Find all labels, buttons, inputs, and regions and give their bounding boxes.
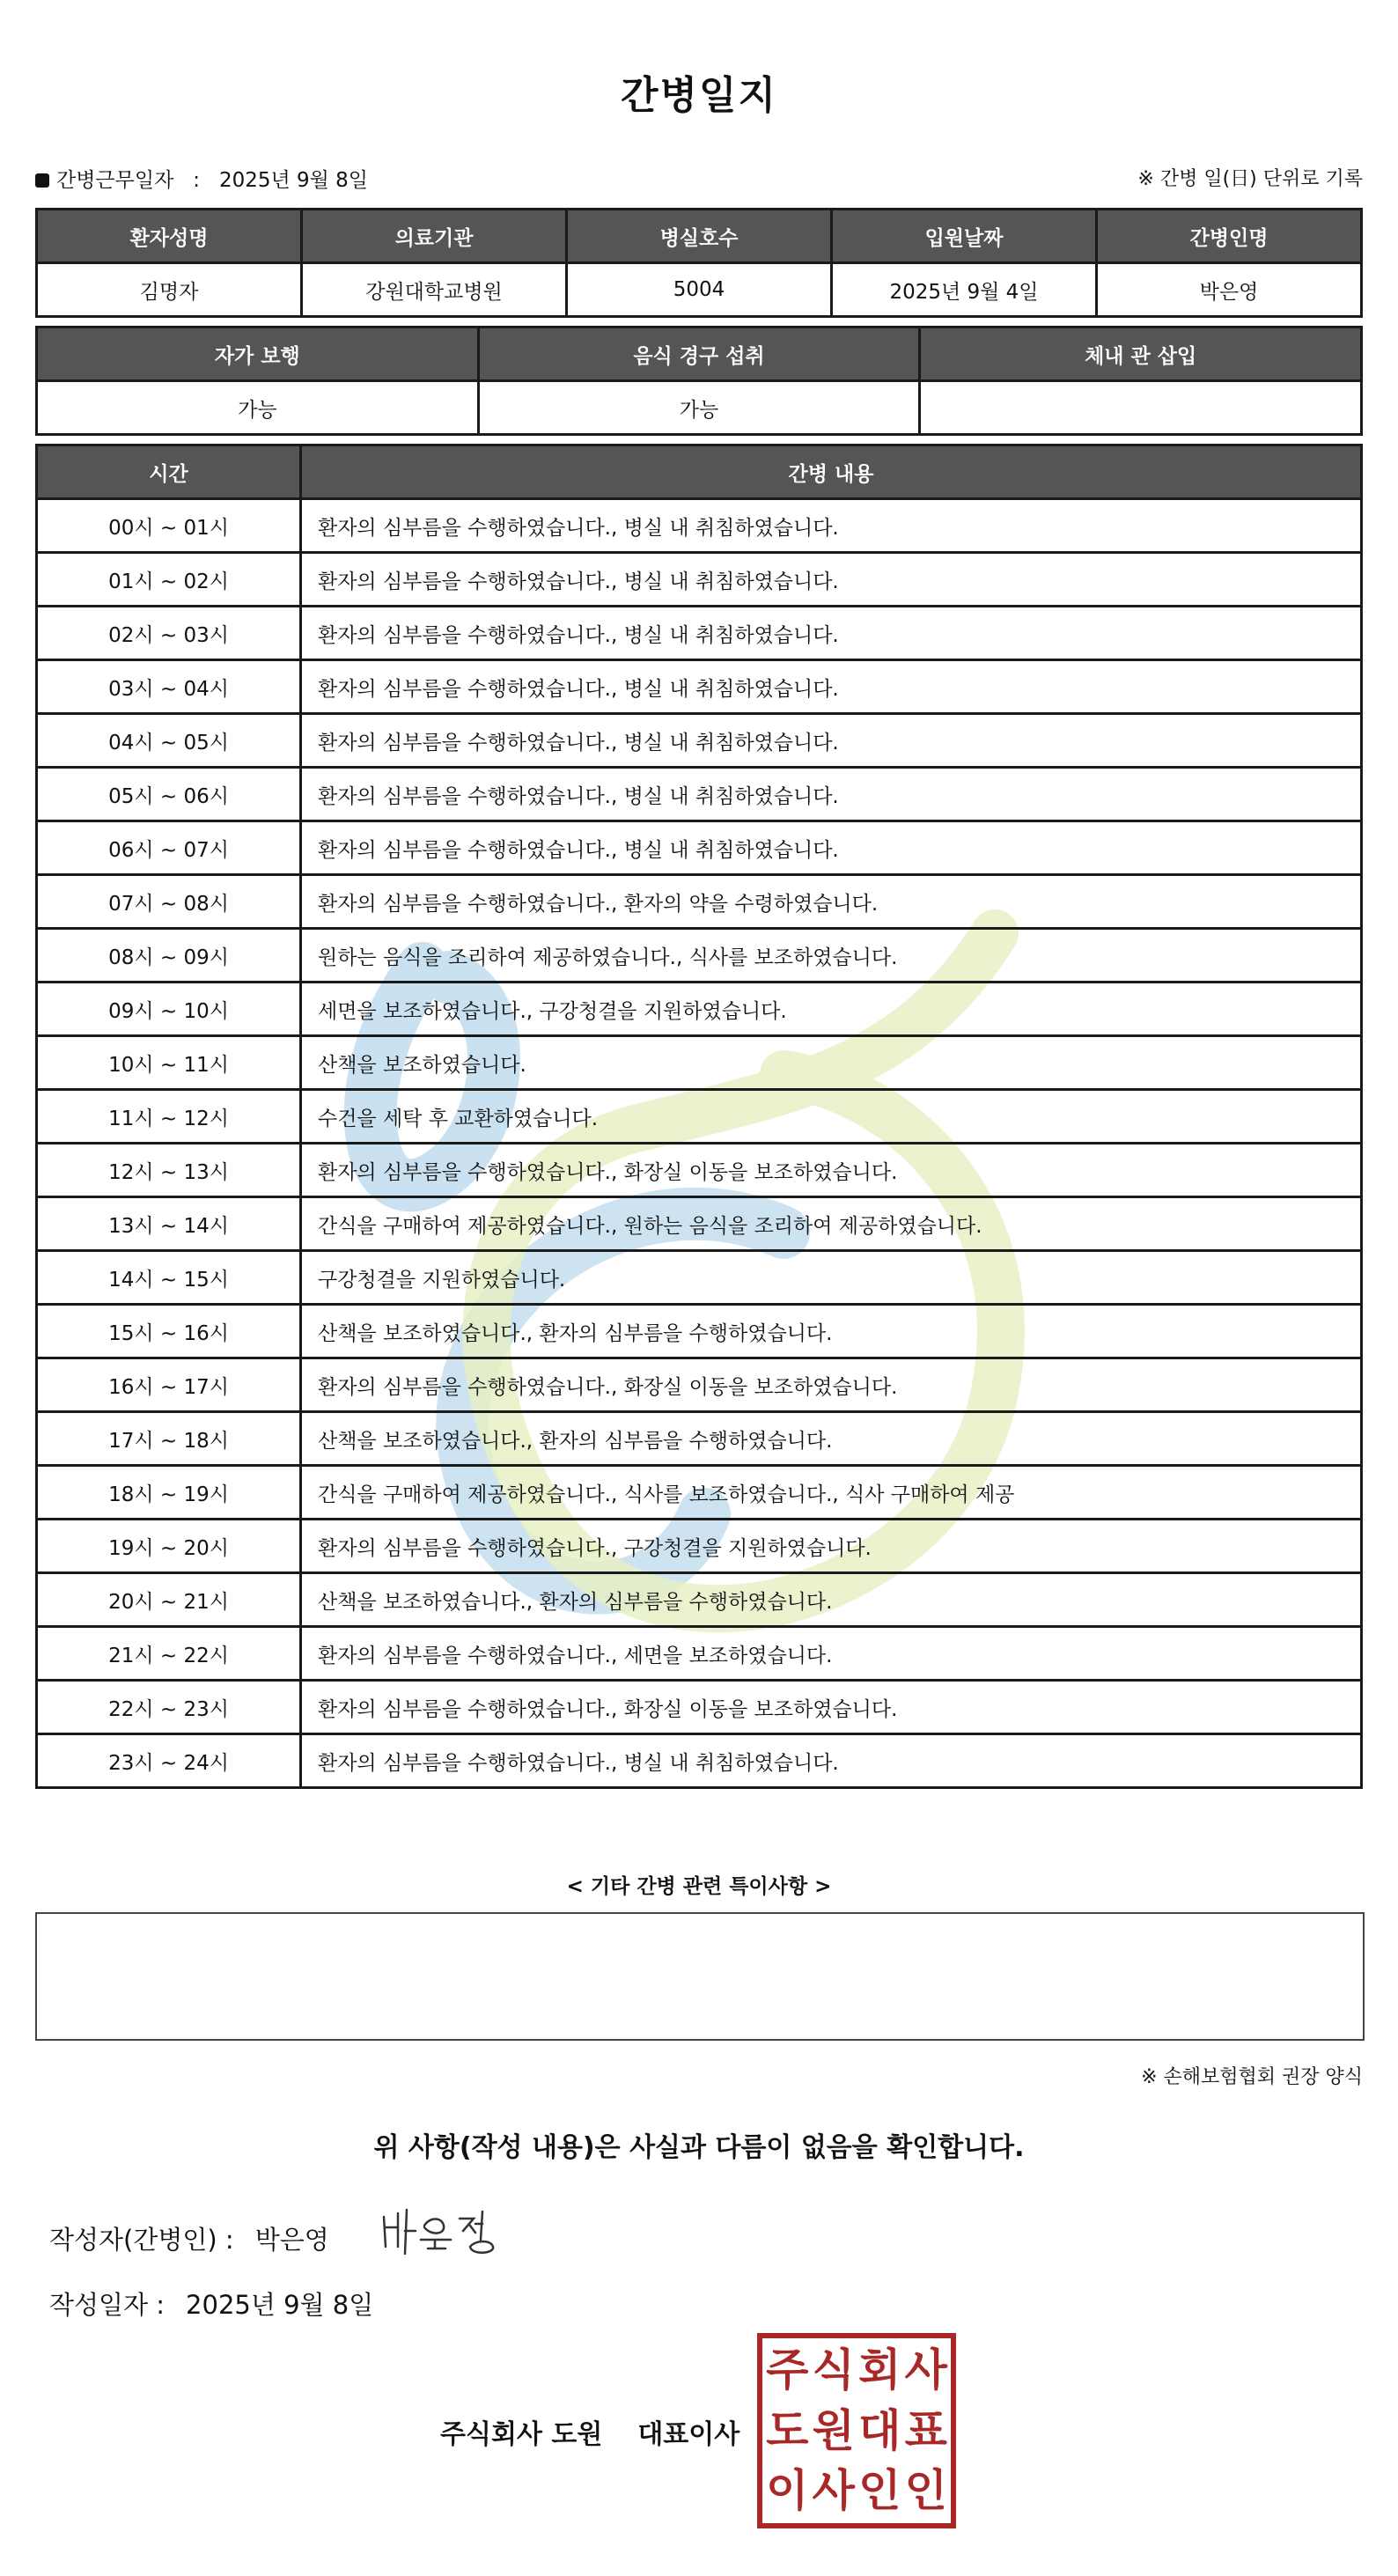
seal-char: 회 <box>858 2344 901 2396</box>
notes-title: < 기타 간병 관련 특이사항 > <box>566 1875 832 1898</box>
room-header: 병실호수 <box>567 210 832 263</box>
handwritten-signature-icon <box>379 2201 511 2263</box>
written-date-value: 2025년 9월 8일 <box>186 2290 374 2320</box>
content-cell: 간식을 구매하여 제공하였습니다., 원하는 음식을 조리하여 제공하였습니다. <box>301 1197 1362 1251</box>
time-cell: 20시 ~ 21시 <box>37 1573 301 1627</box>
record-note: ※ 간병 일(日) 단위로 기록 <box>1137 168 1363 190</box>
table-row <box>37 1144 1362 1197</box>
seal-char: 대 <box>858 2403 901 2456</box>
table-row <box>37 821 1362 875</box>
seal-char: 인 <box>858 2464 901 2517</box>
hospital-value: 강원대학교병원 <box>302 263 567 317</box>
seal-char: 사 <box>812 2464 855 2517</box>
confirm-statement: 위 사항(작성 내용)은 사실과 다름이 없음을 확인합니다. <box>373 2132 1025 2163</box>
writer-line <box>49 2220 329 2256</box>
time-cell: 01시 ~ 02시 <box>37 553 301 607</box>
content-cell: 산책을 보조하였습니다., 환자의 심부름을 수행하였습니다. <box>301 1305 1362 1358</box>
time-cell: 05시 ~ 06시 <box>37 768 301 821</box>
time-cell: 15시 ~ 16시 <box>37 1305 301 1358</box>
content-cell: 환자의 심부름을 수행하였습니다., 병실 내 취침하였습니다. <box>301 1734 1362 1788</box>
company-name: 주식회사 도원 <box>440 2419 603 2450</box>
time-cell: 16시 ~ 17시 <box>37 1358 301 1412</box>
table-row <box>37 607 1362 660</box>
admission-date-value: 2025년 9월 4일 <box>832 263 1097 317</box>
writer-name: 박은영 <box>254 2225 329 2255</box>
seal-char: 도 <box>766 2403 809 2456</box>
admission-date-header: 입원날짜 <box>832 210 1097 263</box>
content-cell: 산책을 보조하였습니다. <box>301 1036 1362 1090</box>
content-cell: 환자의 심부름을 수행하였습니다., 병실 내 취침하였습니다. <box>301 660 1362 714</box>
notes-box <box>35 1912 1365 2041</box>
table-row <box>37 714 1362 768</box>
content-cell: 산책을 보조하였습니다., 환자의 심부름을 수행하였습니다. <box>301 1573 1362 1627</box>
footnote: ※ 손해보험협회 권장 양식 <box>1141 2066 1363 2088</box>
content-cell: 환자의 심부름을 수행하였습니다., 병실 내 취침하였습니다. <box>301 821 1362 875</box>
table-row <box>37 499 1362 553</box>
time-cell: 21시 ~ 22시 <box>37 1627 301 1681</box>
table-row <box>37 553 1362 607</box>
seal-char: 사 <box>904 2344 947 2396</box>
time-cell: 23시 ~ 24시 <box>37 1734 301 1788</box>
room-value: 5004 <box>567 263 832 317</box>
time-cell: 13시 ~ 14시 <box>37 1197 301 1251</box>
content-cell: 환자의 심부름을 수행하였습니다., 병실 내 취침하였습니다. <box>301 553 1362 607</box>
company-seal-icon <box>757 2333 956 2528</box>
content-cell: 환자의 심부름을 수행하였습니다., 환자의 약을 수령하였습니다. <box>301 875 1362 929</box>
tube-value <box>920 381 1362 435</box>
time-cell: 11시 ~ 12시 <box>37 1090 301 1144</box>
table-row <box>37 768 1362 821</box>
time-cell: 03시 ~ 04시 <box>37 660 301 714</box>
table-row <box>37 1305 1362 1358</box>
table-row <box>37 1681 1362 1734</box>
writer-label: 작성자(간병인) : <box>49 2225 234 2255</box>
walking-header: 자가 보행 <box>37 328 479 381</box>
table-row <box>37 1036 1362 1090</box>
table-row <box>37 1520 1362 1573</box>
time-cell: 18시 ~ 19시 <box>37 1466 301 1520</box>
page-title: 간병일지 <box>620 73 777 118</box>
content-cell: 간식을 구매하여 제공하였습니다., 식사를 보조하였습니다., 식사 구매하여 제공 <box>301 1466 1362 1520</box>
table-row <box>37 1734 1362 1788</box>
time-cell: 04시 ~ 05시 <box>37 714 301 768</box>
oral-intake-header: 음식 경구 섭취 <box>478 328 920 381</box>
seal-char: 표 <box>904 2403 947 2456</box>
content-cell: 환자의 심부름을 수행하였습니다., 화장실 이동을 보조하였습니다. <box>301 1358 1362 1412</box>
time-cell: 08시 ~ 09시 <box>37 929 301 983</box>
time-cell: 09시 ~ 10시 <box>37 983 301 1036</box>
patient-status-table <box>35 326 1363 436</box>
content-cell: 환자의 심부름을 수행하였습니다., 병실 내 취침하였습니다. <box>301 714 1362 768</box>
content-cell: 세면을 보조하였습니다., 구강청결을 지원하였습니다. <box>301 983 1362 1036</box>
time-cell: 07시 ~ 08시 <box>37 875 301 929</box>
company-role: 대표이사 <box>637 2419 740 2450</box>
time-cell: 02시 ~ 03시 <box>37 607 301 660</box>
tube-header: 체내 관 삽입 <box>920 328 1362 381</box>
content-cell: 환자의 심부름을 수행하였습니다., 구강청결을 지원하였습니다. <box>301 1520 1362 1573</box>
written-date-label: 작성일자 : <box>49 2290 166 2320</box>
written-date-line <box>49 2285 373 2322</box>
time-cell: 19시 ~ 20시 <box>37 1520 301 1573</box>
content-cell: 환자의 심부름을 수행하였습니다., 화장실 이동을 보조하였습니다. <box>301 1144 1362 1197</box>
time-header: 시간 <box>37 445 301 499</box>
table-row <box>37 1251 1362 1305</box>
caregiver-value: 박은영 <box>1097 263 1362 317</box>
table-row <box>37 1627 1362 1681</box>
table-row <box>37 983 1362 1036</box>
square-bullet-icon <box>35 173 49 188</box>
content-cell: 환자의 심부름을 수행하였습니다., 화장실 이동을 보조하였습니다. <box>301 1681 1362 1734</box>
seal-char: 이 <box>766 2464 809 2517</box>
content-cell: 환자의 심부름을 수행하였습니다., 병실 내 취침하였습니다. <box>301 768 1362 821</box>
patient-info-table <box>35 208 1363 318</box>
table-row <box>37 1358 1362 1412</box>
content-cell: 구강청결을 지원하였습니다. <box>301 1251 1362 1305</box>
hospital-header: 의료기관 <box>302 210 567 263</box>
time-cell: 12시 ~ 13시 <box>37 1144 301 1197</box>
seal-char: 원 <box>812 2403 855 2456</box>
seal-char: 식 <box>812 2344 855 2396</box>
work-date-line <box>35 164 368 193</box>
table-row <box>37 1412 1362 1466</box>
table-row <box>37 660 1362 714</box>
content-cell: 원하는 음식을 조리하여 제공하였습니다., 식사를 보조하였습니다. <box>301 929 1362 983</box>
content-cell: 산책을 보조하였습니다., 환자의 심부름을 수행하였습니다. <box>301 1412 1362 1466</box>
table-row <box>37 1466 1362 1520</box>
time-cell: 00시 ~ 01시 <box>37 499 301 553</box>
content-cell: 환자의 심부름을 수행하였습니다., 병실 내 취침하였습니다. <box>301 499 1362 553</box>
time-cell: 14시 ~ 15시 <box>37 1251 301 1305</box>
time-cell: 17시 ~ 18시 <box>37 1412 301 1466</box>
company-line <box>440 2412 739 2451</box>
care-log-table <box>35 444 1363 1789</box>
content-cell: 환자의 심부름을 수행하였습니다., 세면을 보조하였습니다. <box>301 1627 1362 1681</box>
caregiver-header: 간병인명 <box>1097 210 1362 263</box>
seal-char: 인 <box>904 2464 947 2517</box>
work-date-label: 간병근무일자 <box>56 169 174 192</box>
patient-name-header: 환자성명 <box>37 210 302 263</box>
table-row <box>37 1573 1362 1627</box>
oral-intake-value: 가능 <box>478 381 920 435</box>
table-row <box>37 875 1362 929</box>
work-date-value: 2025년 9월 8일 <box>218 169 369 192</box>
table-row <box>37 929 1362 983</box>
table-row <box>37 1090 1362 1144</box>
walking-value: 가능 <box>37 381 479 435</box>
content-header: 간병 내용 <box>301 445 1362 499</box>
content-cell: 환자의 심부름을 수행하였습니다., 병실 내 취침하였습니다. <box>301 607 1362 660</box>
patient-name-value: 김명자 <box>37 263 302 317</box>
table-row <box>37 1197 1362 1251</box>
seal-char: 주 <box>766 2344 809 2396</box>
content-cell: 수건을 세탁 후 교환하였습니다. <box>301 1090 1362 1144</box>
time-cell: 06시 ~ 07시 <box>37 821 301 875</box>
work-date-sep: : <box>193 169 200 192</box>
time-cell: 22시 ~ 23시 <box>37 1681 301 1734</box>
time-cell: 10시 ~ 11시 <box>37 1036 301 1090</box>
